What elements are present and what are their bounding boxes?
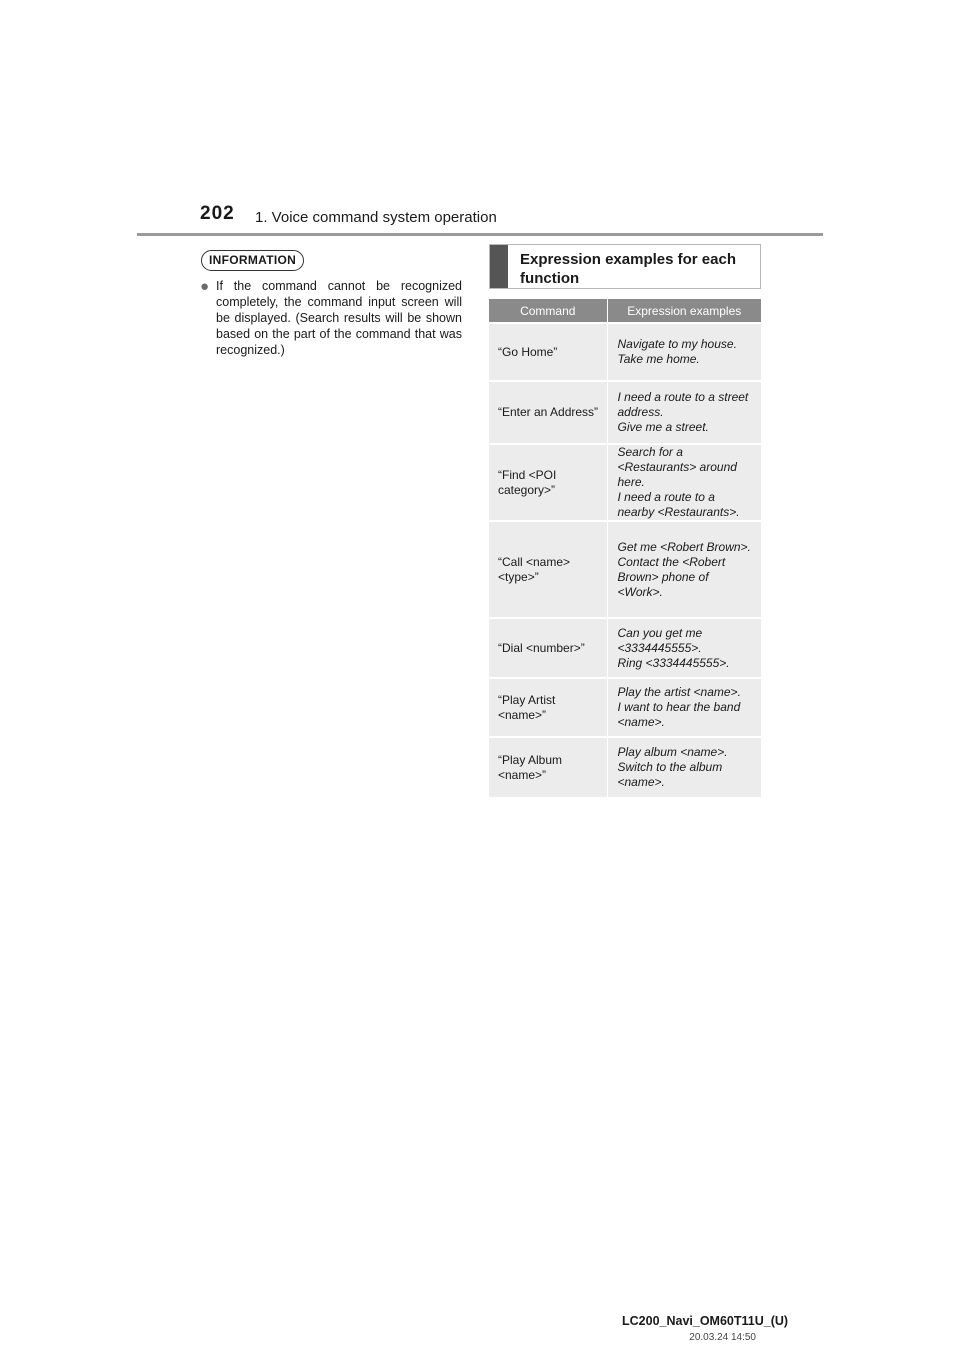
header-divider xyxy=(137,233,823,236)
table-row xyxy=(489,618,761,678)
expression-section-header xyxy=(489,244,761,289)
examples-cell xyxy=(607,444,761,521)
example-line: Can you get me <3334445555>. xyxy=(617,625,703,655)
table-row xyxy=(489,737,761,797)
information-text: If the command cannot be recognized completely, the command input screen will be displayed. (Search results will be shown based on the part of the command that was recognized.) xyxy=(216,279,462,357)
example-line: Take me home. xyxy=(617,352,700,366)
bullet-icon: ● xyxy=(200,278,210,295)
command-cell: “Call <name> <type>” xyxy=(489,521,607,618)
table-row xyxy=(489,678,761,737)
column-header-examples: Expression examples xyxy=(607,299,761,323)
document-timestamp: 20.03.24 14:50 xyxy=(689,1332,756,1343)
examples-cell xyxy=(607,381,761,444)
example-line: Search for a <Restaurants> around here. xyxy=(617,445,737,489)
example-line: I want to hear the band <name>. xyxy=(617,700,741,729)
example-line: Play album <name>. xyxy=(617,745,728,759)
table-row xyxy=(489,381,761,444)
page-number: 202 xyxy=(200,203,235,224)
examples-cell xyxy=(607,618,761,678)
command-cell: “Play Album <name>” xyxy=(489,737,607,797)
section-marker xyxy=(490,245,508,288)
table-row xyxy=(489,323,761,381)
information-badge: INFORMATION xyxy=(201,250,304,271)
example-line: I need a route to a street address. xyxy=(617,390,749,419)
examples-cell xyxy=(607,678,761,737)
command-cell: “Enter an Address” xyxy=(489,381,607,444)
section-title: 1. Voice command system operation xyxy=(255,209,497,226)
expression-section-title: Expression examples for each function xyxy=(520,251,736,287)
examples-cell xyxy=(607,521,761,618)
example-line: Contact the <Robert Brown> phone of <Work>. xyxy=(617,554,726,599)
examples-cell xyxy=(607,323,761,381)
example-line: I need a route to a nearby <Restaurants>. xyxy=(617,490,740,519)
column-header-command: Command xyxy=(489,299,607,323)
example-line: Switch to the album <name>. xyxy=(617,760,723,789)
example-line: Get me <Robert Brown>. xyxy=(617,539,751,554)
command-cell: “Find <POI category>” xyxy=(489,444,607,521)
information-item xyxy=(200,278,462,358)
examples-cell xyxy=(607,737,761,797)
example-line: Give me a street. xyxy=(617,420,709,434)
command-cell: “Go Home” xyxy=(489,323,607,381)
example-line: Navigate to my house. xyxy=(617,337,737,351)
table-row xyxy=(489,521,761,618)
table-header-row xyxy=(489,299,761,323)
example-line: Ring <3334445555>. xyxy=(617,655,730,670)
command-cell: “Play Artist <name>” xyxy=(489,678,607,737)
command-cell: “Dial <number>” xyxy=(489,618,607,678)
table-row xyxy=(489,444,761,521)
document-code: LC200_Navi_OM60T11U_(U) xyxy=(622,1314,789,1328)
example-line: Play the artist <name>. xyxy=(617,685,741,699)
expression-table xyxy=(489,299,761,797)
